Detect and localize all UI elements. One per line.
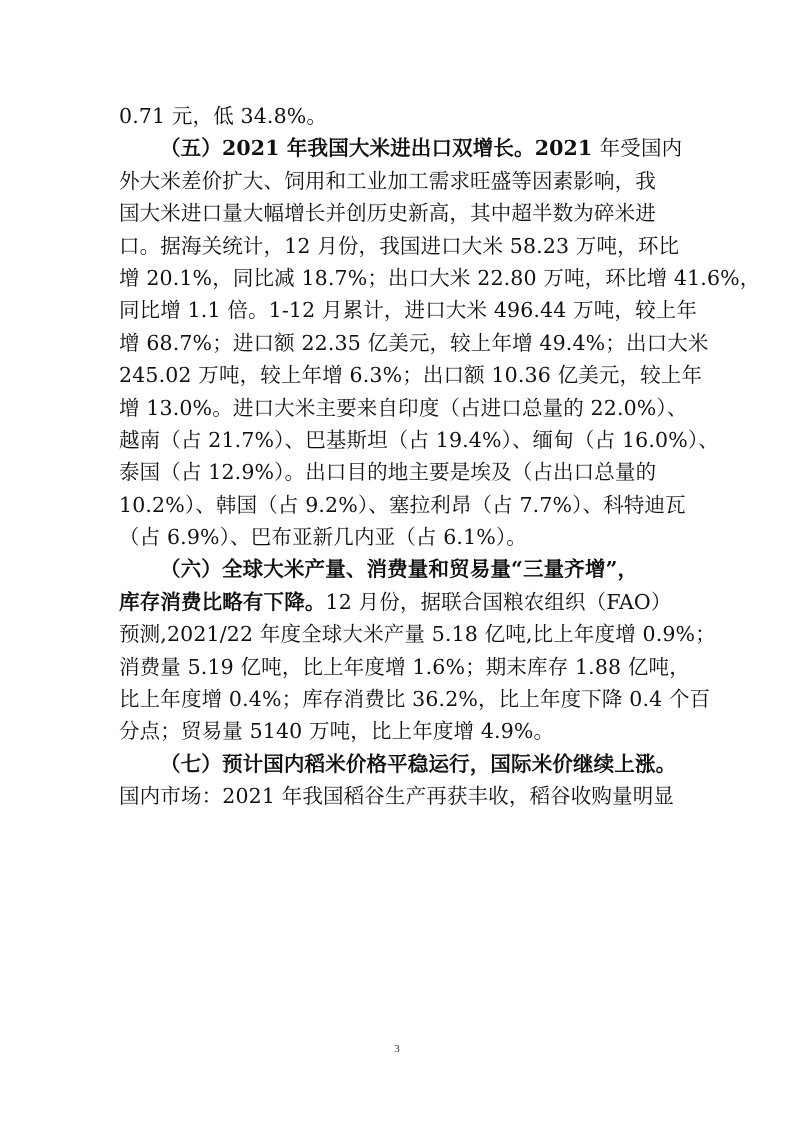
line-text: 增 20.1%，同比减 18.7%；出口大米 22.80 万吨，环比增 41.6%，: [119, 265, 761, 290]
line-text: 同比增 1.1 倍。1-12 月累计，进口大米 496.44 万吨，较上年: [119, 298, 698, 323]
page-number: 3: [394, 1043, 400, 1055]
text-line-1: [119, 100, 675, 132]
line-text: 增 68.7%；进口额 22.35 亿美元，较上年增 49.4%；出口大米: [119, 330, 709, 355]
text-line-5: [119, 230, 680, 262]
line-text: 国内市场：2021 年我国稻谷生产再获丰收，稻谷收购量明显: [119, 784, 675, 809]
text-line-20: [119, 715, 675, 747]
text-line-14: [119, 521, 675, 553]
line-text: 增 13.0%。进口大米主要来自印度（占进口总量的 22.0%）、: [119, 395, 688, 420]
section-heading-5-title: （五）2021 年我国大米进出口双增长。2021: [160, 136, 600, 161]
line-text: 10.2%）、韩国（占 9.2%）、塞拉利昂（占 7.7%）、科特迪瓦: [119, 492, 686, 517]
line-text: 消费量 5.19 亿吨，比上年度增 1.6%；期末库存 1.88 亿吨，: [119, 654, 690, 679]
section-heading-6-title: （六）全球大米产量、消费量和贸易量“三量齐增”，: [160, 557, 639, 582]
text-line-4: [119, 197, 675, 229]
line-text: 越南（占 21.7%）、巴基斯坦（占 19.4%）、缅甸（占 16.0%）、: [119, 427, 719, 452]
line-text: 国大米进口量大幅增长并创历史新高，其中超半数为碎米进: [119, 201, 656, 226]
text-line-13: [119, 489, 686, 521]
line-text: 年受国内: [599, 136, 683, 161]
line-text: 外大米差价扩大、饲用和工业加工需求旺盛等因素影响，我: [119, 168, 656, 193]
line-text: 12 月份，据联合国粮农组织（FAO）: [325, 589, 672, 614]
text-line-9: [119, 359, 703, 391]
text-line-11: [119, 424, 719, 456]
text-line-18: [119, 651, 690, 683]
section-heading-6-continued: [119, 586, 675, 618]
text-line-6: [119, 262, 761, 294]
line-text: （占 6.9%）、巴布亚新几内亚（占 6.1%）。: [119, 525, 527, 550]
line-text: 比上年度增 0.4%；库存消费比 36.2%，比上年度下降 0.4 个百: [119, 687, 711, 712]
text-line-8: [119, 327, 709, 359]
text-line-7: [119, 294, 698, 326]
text-line-17: [119, 618, 716, 650]
line-text: 245.02 万吨，较上年增 6.3%；出口额 10.36 亿美元，较上年: [119, 363, 703, 388]
section-heading-6: [119, 553, 675, 585]
line-text: 分点；贸易量 5140 万吨，比上年度增 4.9%。: [119, 719, 555, 744]
text-line-3: [119, 165, 675, 197]
line-text: 预测,2021/22 年度全球大米产量 5.18 亿吨,比上年度增 0.9%；: [119, 622, 716, 647]
document-page: [119, 100, 761, 813]
text-line-19: [119, 683, 711, 715]
section-heading-7-title: （七）预计国内稻米价格平稳运行，国际米价继续上涨。: [160, 751, 677, 776]
section-heading-6-title-end: 库存消费比略有下降。: [119, 589, 326, 614]
section-heading-7: [119, 748, 675, 780]
line-text: 口。据海关统计，12 月份，我国进口大米 58.23 万吨，环比: [119, 233, 680, 258]
line-text: 0.71 元，低 34.8%。: [119, 104, 328, 128]
section-heading-5: [119, 132, 683, 164]
text-line-10: [119, 392, 688, 424]
text-line-22: [119, 780, 675, 812]
line-text: 泰国（占 12.9%）。出口目的地主要是埃及（占出口总量的: [119, 460, 657, 485]
text-line-12: [119, 456, 675, 488]
